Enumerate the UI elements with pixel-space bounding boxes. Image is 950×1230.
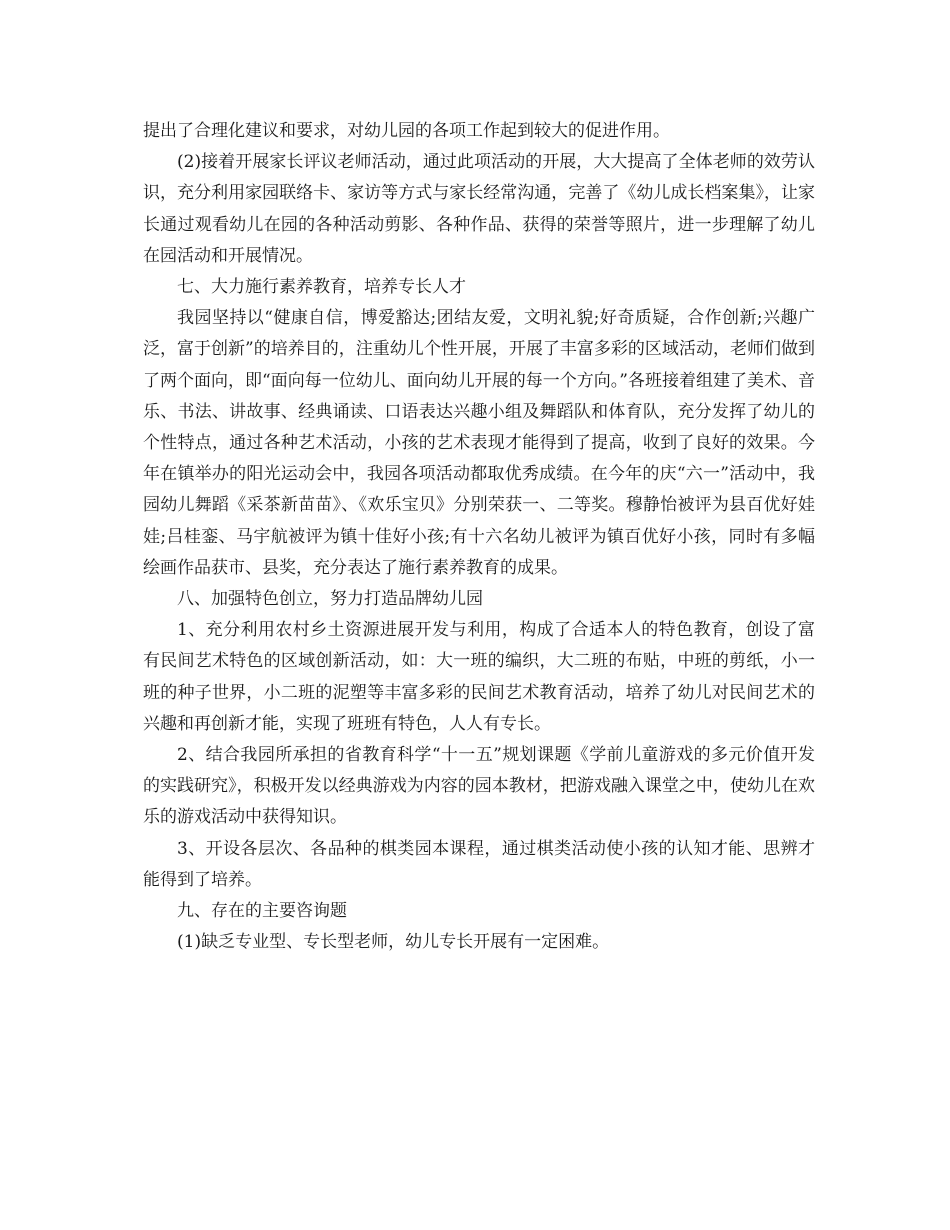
paragraph-continuation: 提出了合理化建议和要求，对幼儿园的各项工作起到较大的促进作用。 — [143, 121, 670, 141]
paragraph-parent-evaluation: (2)接着开展家长评议老师活动，通过此项活动的开展，大大提高了全体老师的效劳认识，充分利用家园联络卡、家访等方式与家长经常沟通，完善了《幼儿成长档案集》，让家长通过观看幼儿在园的各种活动剪影、各种作品、获得的荣誉等照片，进一步理解了幼儿在园活动和开展情况。 — [143, 152, 815, 266]
section-heading-7: 七、大力施行素养教育，培养专长人才 — [177, 277, 466, 298]
document-body — [143, 116, 815, 958]
section-heading-8: 八、加强特色创立，努力打造品牌幼儿园 — [177, 589, 483, 610]
paragraph-item-3: 3、开设各层次、各品种的棋类园本课程，通过棋类活动使小孩的认知才能、思辨才能得到了培养。 — [143, 838, 815, 890]
paragraph-item-1: 1、充分利用农村乡土资源进展开发与利用，构成了合适本人的特色教育，创设了富有民间艺术特色的区域创新活动，如：大一班的编织，大二班的布贴，中班的剪纸，小一班的种子世界，小二班的泥塑等丰富多彩的民间艺术教育活动，培养了幼儿对民间艺术的兴趣和再创新才能，实现了班班有特色，人人有专长。 — [143, 620, 815, 734]
section-heading-9: 九、存在的主要咨询题 — [177, 901, 347, 922]
paragraph-quality-education: 我园坚持以“健康自信，博爱豁达;团结友爱，文明礼貌;好奇质疑，合作创新;兴趣广泛，富于创新”的培养目的，注重幼儿个性开展，开展了丰富多彩的区域活动，老师们做到了两个面向，即“面向每一位幼儿、面向幼儿开展的每一个方向。”各班接着组建了美术、音乐、书法、讲故事、经典诵读、口语表达兴趣小组及舞蹈队和体育队，充分发挥了幼儿的个性特点，通过各种艺术活动，小孩的艺术表现才能得到了提高，收到了良好的效果。今年在镇举办的阳光运动会中，我园各项活动都取优秀成绩。在今年的庆“六一”活动中，我园幼儿舞蹈《采茶新苗苗》、《欢乐宝贝》分别荣获一、二等奖。穆静怡被评为县百优好娃娃;吕桂銮、马宇航被评为镇十佳好小孩;有十六名幼儿被评为镇百优好小孩，同时有多幅绘画作品获市、县奖，充分表达了施行素养教育的成果。 — [143, 308, 815, 578]
paragraph-problem-1: (1)缺乏专业型、专长型老师，幼儿专长开展有一定困难。 — [177, 932, 610, 953]
paragraph-item-2: 2、结合我园所承担的省教育科学“十一五”规划课题《学前儿童游戏的多元价值开发的实践研究》，积极开发以经典游戏为内容的园本教材，把游戏融入课堂之中，使幼儿在欢乐的游戏活动中获得知识。 — [143, 745, 815, 828]
